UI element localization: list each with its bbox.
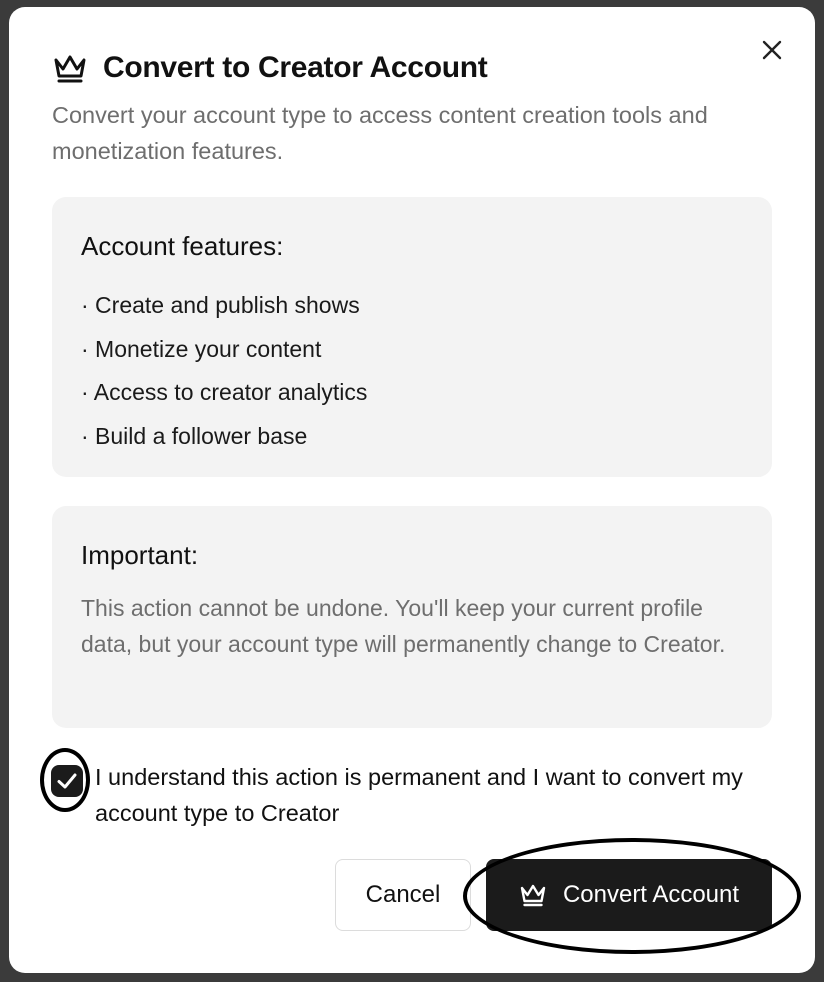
important-heading: Important: [81, 540, 199, 570]
features-list [81, 284, 752, 458]
cancel-button[interactable]: Cancel [335, 859, 471, 931]
dialog-header [52, 47, 487, 89]
convert-button-label: Convert Account [562, 881, 740, 908]
dialog-subtitle: Convert your account type to access content creation tools and monetization features. [52, 102, 708, 164]
close-icon [759, 37, 785, 63]
consent-checkbox[interactable] [51, 765, 83, 797]
features-heading: Account features: [81, 231, 284, 261]
list-item: · Build a follower base [81, 422, 308, 449]
convert-account-dialog [9, 7, 815, 973]
consent-label[interactable]: I understand this action is permanent and I want to convert my account type to Creator [95, 764, 743, 826]
list-item: · Access to creator analytics [81, 379, 368, 405]
features-panel [52, 197, 772, 477]
important-text: This action cannot be undone. You'll keep your current profile data, but your account type will permanently change to Creator. [81, 595, 726, 657]
checkmark-icon [56, 770, 78, 792]
dialog-title: Convert to Creator Account [103, 51, 488, 84]
list-item: · Monetize your content [81, 335, 322, 362]
important-panel [52, 506, 772, 728]
crown-icon [519, 882, 547, 908]
convert-account-button[interactable] [486, 859, 772, 931]
close-button[interactable] [759, 37, 785, 63]
crown-icon [52, 50, 88, 86]
list-item: · Create and publish shows [81, 292, 360, 318]
